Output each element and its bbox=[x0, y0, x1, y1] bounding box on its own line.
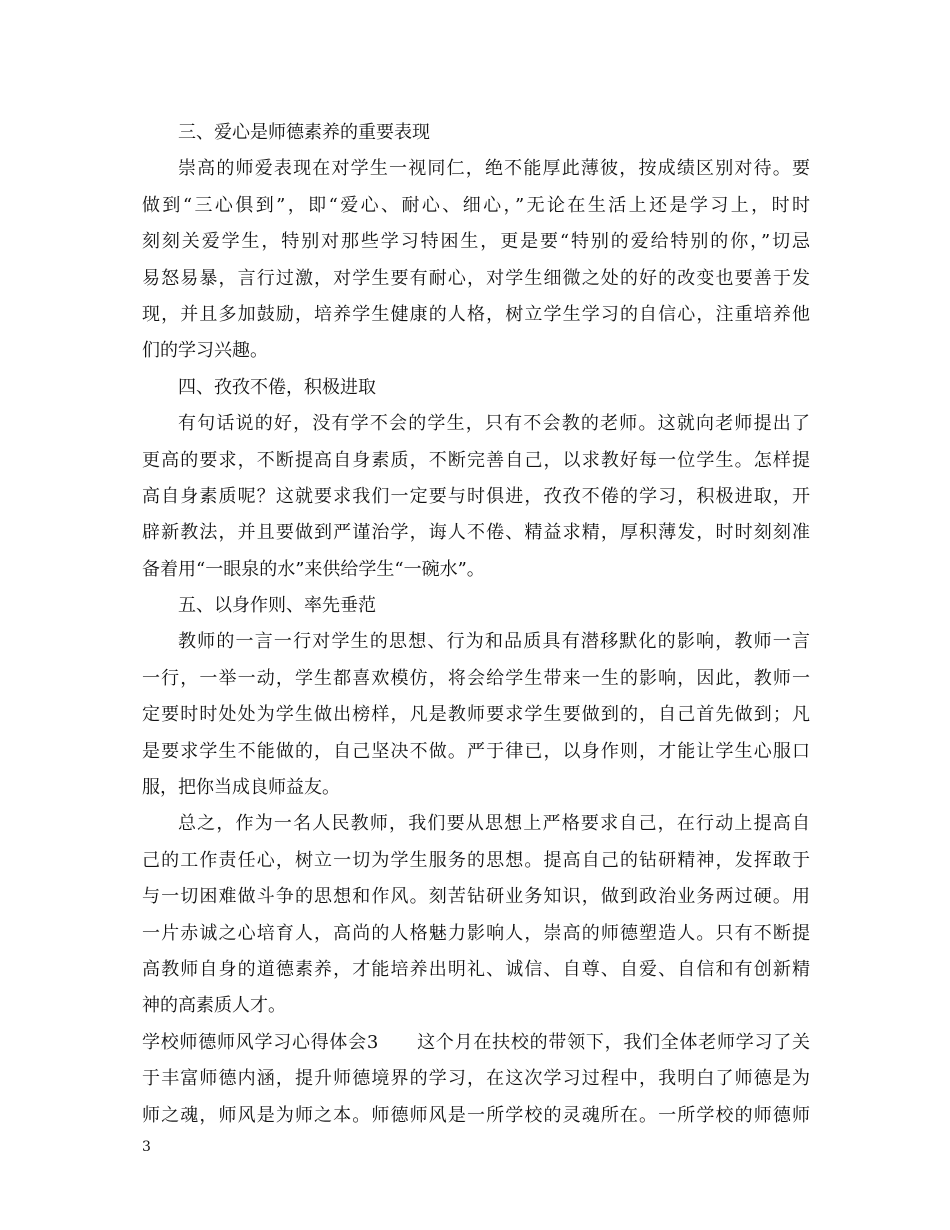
paragraph-line: 与一切困难做斗争的思想和作风。刻苦钻研业务知识，做到政治业务两过硬。用 bbox=[142, 886, 810, 908]
section-heading: 五、以身作则、率先垂范 bbox=[178, 595, 376, 617]
paragraph-text: 这个月在扶校的带领下，我们全体老师学习了关 bbox=[416, 1031, 811, 1053]
paragraph-line: 易怒易暴，言行过激，对学生要有耐心，对学生细微之处的好的改变也要善于发 bbox=[142, 267, 810, 289]
paragraph-line: 崇高的师爱表现在对学生一视同仁，绝不能厚此薄彼，按成绩区别对待。要 bbox=[178, 158, 810, 180]
document-section-title: 学校师德师风学习心得体会3 bbox=[142, 1031, 379, 1053]
paragraph-line: 一片赤诚之心培育人，高尚的人格魅力影响人，崇高的师德塑造人。只有不断提 bbox=[142, 922, 810, 944]
paragraph-line: 刻刻关爱学生，特别对那些学习特困生，更是要“特别的爱给特别的你，”切忌 bbox=[142, 231, 810, 253]
paragraph-line: 有句话说的好，没有学不会的学生，只有不会教的老师。这就向老师提出了 bbox=[178, 413, 810, 435]
paragraph-line: 现，并且多加鼓励，培养学生健康的人格，树立学生学习的自信心，注重培养他 bbox=[142, 303, 810, 325]
paragraph-line: 高自身素质呢？这就要求我们一定要与时俱进，孜孜不倦的学习，积极进取，开 bbox=[142, 485, 810, 507]
paragraph-line: 备着用“一眼泉的水”来供给学生“一碗水”。 bbox=[142, 558, 485, 580]
paragraph-line: 一行，一举一动，学生都喜欢模仿，将会给学生带来一生的影响，因此，教师一 bbox=[142, 667, 810, 689]
paragraph-line: 教师的一言一行对学生的思想、行为和品质具有潜移默化的影响，教师一言 bbox=[178, 631, 810, 653]
document-body bbox=[142, 115, 810, 1134]
page-number: 3 bbox=[142, 1139, 151, 1155]
paragraph-line: 更高的要求，不断提高自身素质，不断完善自己，以求教好每一位学生。怎样提 bbox=[142, 449, 810, 471]
paragraph-line: 们的学习兴趣。 bbox=[142, 340, 268, 362]
paragraph-line: 总之，作为一名人民教师，我们要从思想上严格要求自己，在行动上提高自 bbox=[178, 813, 810, 835]
paragraph-line: 定要时时处处为学生做出榜样，凡是教师要求学生要做到的，自己首先做到；凡 bbox=[142, 704, 810, 726]
section-heading: 四、孜孜不倦，积极进取 bbox=[178, 376, 376, 398]
paragraph-line: 己的工作责任心，树立一切为学生服务的思想。提高自己的钻研精神，发挥敢于 bbox=[142, 849, 810, 871]
paragraph-line: 是要求学生不能做的，自己坚决不做。严于律已，以身作则，才能让学生心服口 bbox=[142, 740, 810, 762]
paragraph-line: 于丰富师德内涵，提升师德境界的学习，在这次学习过程中，我明白了师德是为 bbox=[142, 1068, 810, 1090]
paragraph-line: 服，把你当成良师益友。 bbox=[142, 777, 340, 799]
paragraph-line: 师之魂，师风是为师之本。师德师风是一所学校的灵魂所在。一所学校的师德师 bbox=[142, 1104, 810, 1126]
paragraph-line: 做到“三心俱到”，即“爱心、耐心、细心，”无论在生活上还是学习上，时时 bbox=[142, 194, 810, 216]
section-heading: 三、爱心是师德素养的重要表现 bbox=[178, 122, 430, 143]
paragraph-line: 神的高素质人才。 bbox=[142, 995, 286, 1017]
paragraph-line-with-title bbox=[142, 1025, 810, 1061]
paragraph-line: 辟新教法，并且要做到严谨治学，诲人不倦、精益求精，厚积薄发，时时刻刻准 bbox=[142, 522, 810, 544]
paragraph-line: 高教师自身的道德素养，才能培养出明礼、诚信、自尊、自爱、自信和有创新精 bbox=[142, 958, 810, 980]
